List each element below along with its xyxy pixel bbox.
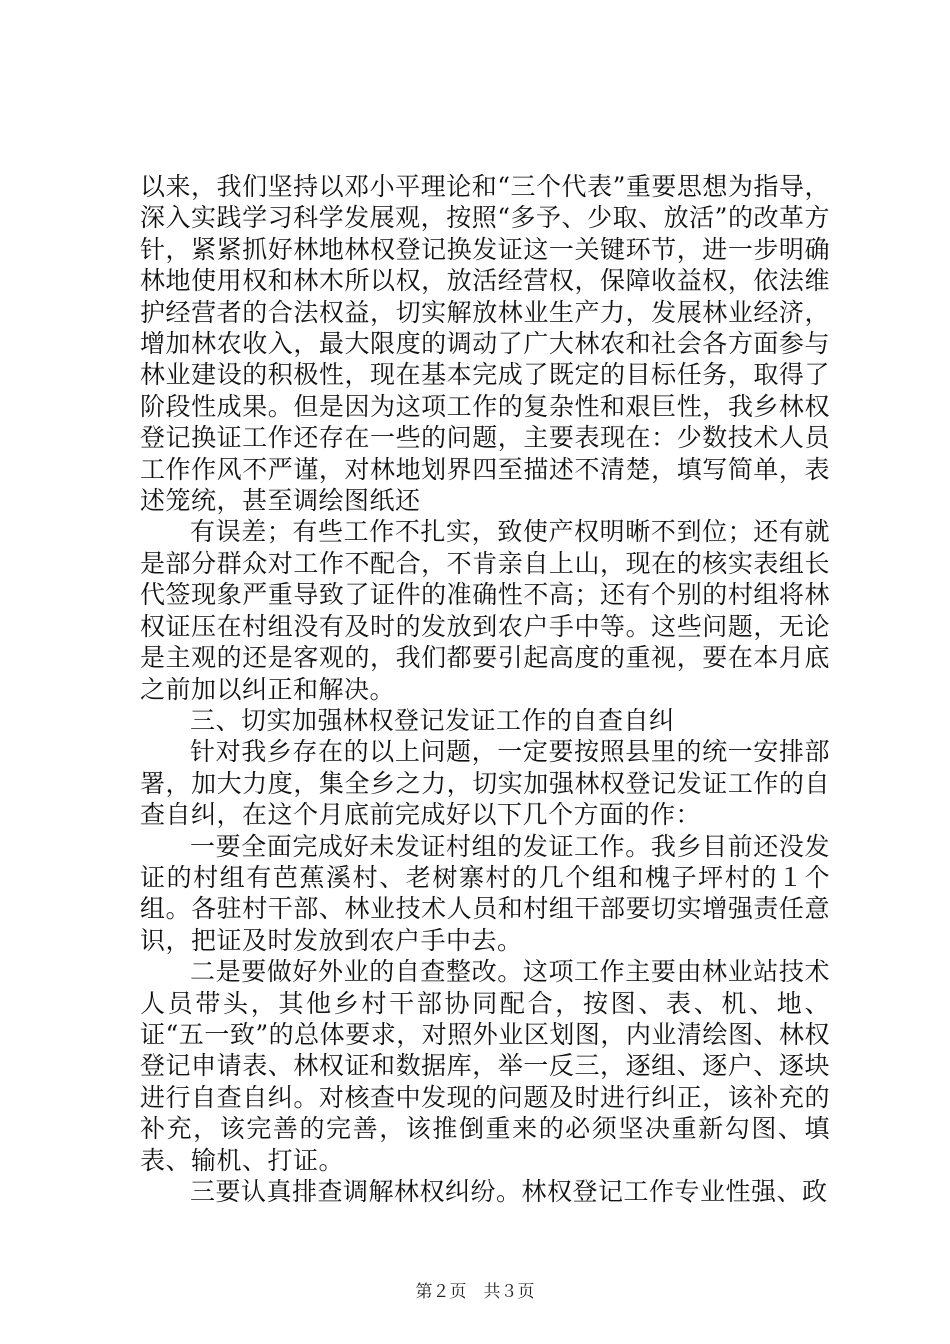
paragraph-item-2: 二是要做好外业的自查整改。这项工作主要由林业站技术人员带头，其他乡村干部协同配合，按图、表、机、地、证“五一致”的总体要求，对照外业区划图，内业清绘图、林权登记申请表、林权证和数据库，举一反三，逐组、逐户、逐块进行自查自纠。对核查中发现的问题及时进行纠正，该补充的补充，该完善的完善，该推倒重来的必须坚决重新勾图、填表、输机、打证。 <box>140 957 830 1175</box>
paragraph-problems: 有误差；有些工作不扎实，致使产权明晰不到位；还有就是部分群众对工作不配合，不肯亲自上山，现在的核实表组长代签现象严重导致了证件的准确性不高；还有个别的村组将林权证压在村组没有及时的发放到农户手中等。这些问题，无论是主观的还是客观的，我们都要引起高度的重视，要在本月底之前加以纠正和解决。 <box>140 517 830 704</box>
paragraph-item-3: 三要认真排查调解林权纠纷。林权登记工作专业性强、政 <box>190 1177 828 1206</box>
section-heading-3: 三、切实加强林权登记发证工作的自查自纠 <box>190 705 675 735</box>
page-number-footer: 第２页 共３页 <box>415 1282 535 1302</box>
paragraph-item-1: 一要全面完成好未发证村组的发证工作。我乡目前还没发证的村组有芭蕉溪村、老树寨村的几个组和槐子坪村的１个组。各驻村干部、林业技术人员和村组干部要切实增强责任意识，把证及时发放到农户手中去。 <box>140 831 830 955</box>
paragraph-continuation: 以来，我们坚持以邓小平理论和“三个代表”重要思想为指导，深入实践学习科学发展观，按照“多予、少取、放活”的改革方针，紧紧抓好林地林权登记换发证这一关键环节，进一步明确林地使用权和林木所以权，放活经营权，保障收益权，依法维护经营者的合法权益，切实解放林业生产力，发展林业经济，增加林农收入，最大限度的调动了广大林农和社会各方面参与林业建设的积极性，现在基本完成了既定的目标任务，取得了阶段性成果。但是因为这项工作的复杂性和艰巨性，我乡林权登记换证工作还存在一些的问题，主要表现在：少数技术人员工作作风不严谨，对林地划界四至描述不清楚，填写简单，表述笼统，甚至调绘图纸还 <box>140 172 830 516</box>
document-body <box>140 171 830 1207</box>
paragraph-intro-self-check: 针对我乡存在的以上问题，一定要按照县里的统一安排部署，加大力度，集全乡之力，切实加强林权登记发证工作的自查自纠，在这个月底前完成好以下几个方面的作： <box>140 737 830 830</box>
